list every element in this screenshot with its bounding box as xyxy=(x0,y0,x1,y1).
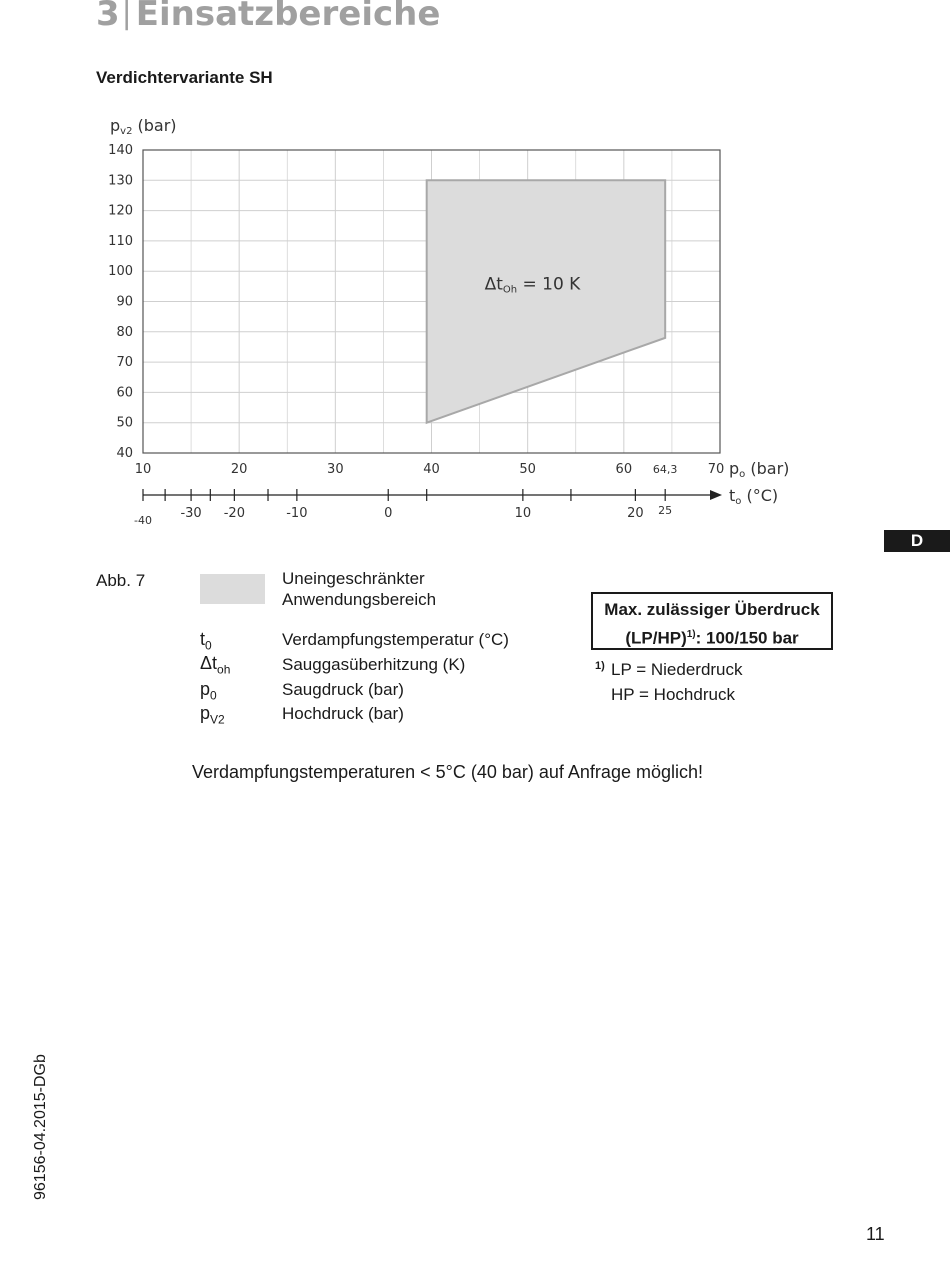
x-tick-label: 50 xyxy=(519,462,536,477)
symbol-description: Verdampfungstemperatur (°C) xyxy=(282,630,509,649)
footnote-mark: 1) xyxy=(595,660,605,672)
heading-number: 3 xyxy=(96,0,120,34)
symbol-description: Hochdruck (bar) xyxy=(282,704,404,723)
x-axis-ticks xyxy=(135,462,725,477)
x-tick-label: 60 xyxy=(615,462,633,477)
temp-tick-label: 20 xyxy=(627,506,644,521)
pressure-line-1: Max. zulässiger Überdruck xyxy=(604,600,820,619)
y-tick-label: 70 xyxy=(116,355,133,371)
application-range-chart xyxy=(0,0,950,540)
page-number: 11 xyxy=(866,1224,885,1244)
symbol-t0: $t_0$ xyxy=(200,629,212,653)
y-tick-label: 40 xyxy=(116,446,133,461)
temp-axis-label: to (°C) xyxy=(729,486,779,507)
x-axis-label: po (bar) xyxy=(729,459,790,480)
pressure-line-2: $(LP/HP)^{1)}$: 100/150 bar xyxy=(625,628,799,648)
y-tick-label: 50 xyxy=(116,415,133,431)
footnote-line-2: HP = Hochdruck xyxy=(611,685,735,704)
y-tick-label: 110 xyxy=(108,233,133,249)
application-area-polygon xyxy=(427,180,665,422)
temp-tick-label: -40 xyxy=(134,514,152,527)
symbol-description: Sauggasüberhitzung (K) xyxy=(282,655,466,674)
document-id: 96156-04.2015-DGb xyxy=(32,1054,49,1200)
x-tick-label: 70 xyxy=(707,462,725,477)
figure-label: Abb. 7 xyxy=(96,571,146,590)
x-tick-label: 40 xyxy=(423,462,440,477)
x-tick-label: 10 xyxy=(134,462,152,477)
heading-title: Einsatzbereiche xyxy=(135,0,441,34)
temp-tick-label: 10 xyxy=(514,506,532,521)
legend-area-label: Uneingeschränkter Anwendungsbereich xyxy=(282,569,437,609)
symbol-description: Saugdruck (bar) xyxy=(282,680,404,699)
y-tick-label: 80 xyxy=(116,324,133,340)
x-tick-label: 64,3 xyxy=(652,463,678,476)
temp-tick-label: 0 xyxy=(384,506,393,521)
temp-axis-arrow xyxy=(710,490,722,500)
temp-tick-label: -30 xyxy=(180,506,202,521)
superheat-annotation: ΔtOh = 10 K xyxy=(484,274,581,296)
legend-swatch xyxy=(200,574,265,604)
chart-section-title: Verdichtervariante SH xyxy=(96,68,273,87)
temp-tick-label: -10 xyxy=(286,506,308,521)
symbol-p0: $p_0$ xyxy=(200,679,217,703)
y-tick-label: 140 xyxy=(108,143,133,158)
heading-separator: | xyxy=(121,0,132,31)
y-tick-label: 100 xyxy=(108,264,133,280)
max-pressure-box xyxy=(591,592,833,650)
y-tick-label: 60 xyxy=(116,385,133,401)
y-tick-label: 120 xyxy=(108,203,133,219)
x-tick-label: 30 xyxy=(327,462,344,477)
y-axis-label: pv2 (bar) xyxy=(110,116,177,137)
symbol-delta-toh: $\Delta t_{oh}$ xyxy=(200,653,231,677)
evaporation-note: Verdampfungstemperaturen < 5°C (40 bar) auf Anfrage möglich! xyxy=(192,762,703,782)
y-tick-label: 90 xyxy=(116,294,133,310)
y-axis-ticks xyxy=(108,143,133,461)
secondary-temperature-axis xyxy=(134,486,778,527)
temp-tick-label: 25 xyxy=(658,504,673,517)
language-tab: D xyxy=(884,530,950,552)
x-tick-label: 20 xyxy=(230,462,248,477)
y-tick-label: 130 xyxy=(108,173,133,189)
temp-tick-label: -20 xyxy=(223,506,245,521)
symbol-pv2: $p_{V2}$ xyxy=(200,703,225,727)
footnote-line-1: LP = Niederdruck xyxy=(611,660,743,679)
